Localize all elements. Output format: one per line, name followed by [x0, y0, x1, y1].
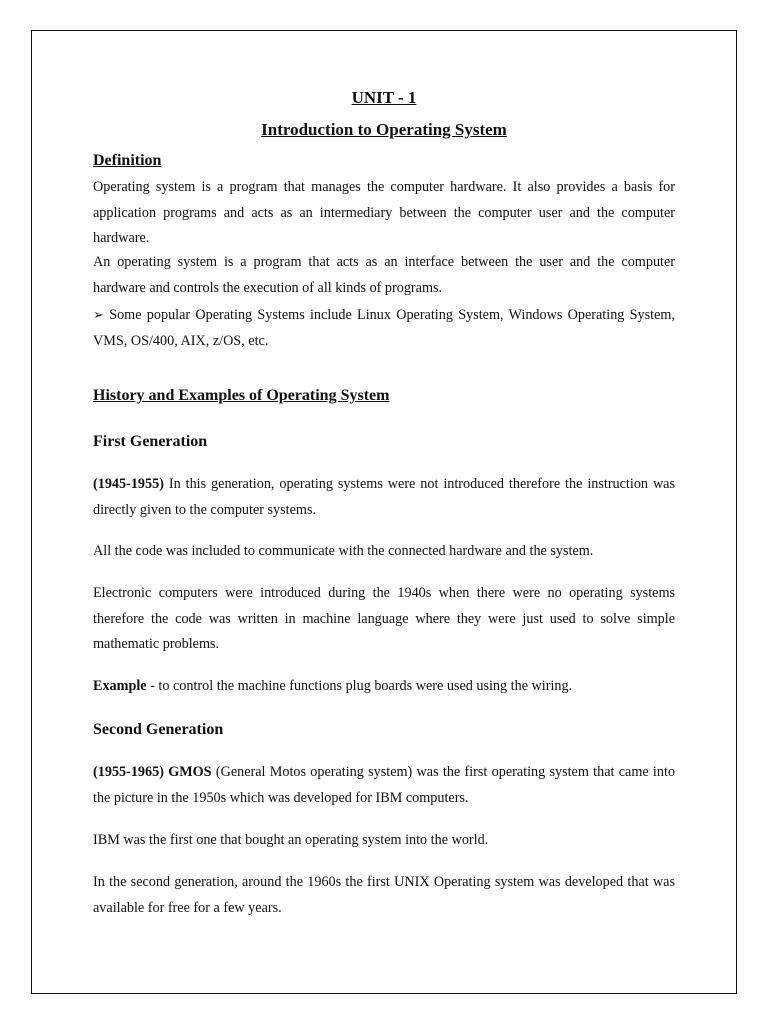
definition-bullet: [93, 303, 675, 354]
example-label: Example: [93, 678, 147, 694]
example-text: - to control the machine functions plug boards were used using the wiring.: [150, 678, 573, 694]
second-gen-paragraph-1: [93, 760, 675, 811]
history-heading: History and Examples of Operating System: [93, 387, 390, 404]
second-gen-years: (1955-1965) GMOS: [93, 764, 212, 780]
first-gen-paragraph-3: Electronic computers were introduced during the 1940s when there were no operating systems therefore the code was written in machine language where they were just used to solve simple mathematic problems.: [93, 585, 675, 652]
first-gen-example: [93, 674, 675, 700]
first-gen-p1-text: In this generation, operating systems were not introduced therefore the instruction was directly given to the computer systems.: [93, 476, 676, 518]
definition-heading: Definition: [93, 152, 162, 169]
unit-title: UNIT - 1: [351, 88, 417, 107]
first-gen-years: (1945-1955): [93, 476, 164, 492]
definition-paragraph-2: An operating system is a program that acts as an interface between the user and the computer hardware and controls the execution of all kinds of programs.: [93, 254, 675, 296]
definition-paragraph-1: Operating system is a program that manages the computer hardware. It also provides a basis for application programs and acts as an intermediary between the computer user and the computer hardware.: [93, 179, 675, 246]
second-generation-heading: Second Generation: [93, 721, 224, 738]
first-gen-paragraph-2: All the code was included to communicate with the connected hardware and the system.: [93, 543, 594, 559]
arrow-bullet-icon: ➢: [93, 308, 104, 323]
bullet-text: Some popular Operating Systems include Linux Operating System, Windows Operating System, VMS, OS/400, AIX, z/OS, etc.: [93, 307, 675, 349]
second-gen-paragraph-2: IBM was the first one that bought an operating system into the world.: [93, 832, 489, 848]
document-title: Introduction to Operating System: [261, 120, 507, 139]
second-gen-p1-text: (General Motos operating system) was the first operating system that came into the picture in the 1950s which was developed for IBM computers.: [93, 764, 675, 806]
first-gen-paragraph-1: [93, 472, 675, 523]
second-gen-paragraph-3: In the second generation, around the 1960s the first UNIX Operating system was developed that was available for free for a few years.: [93, 874, 675, 916]
first-generation-heading: First Generation: [93, 433, 208, 450]
